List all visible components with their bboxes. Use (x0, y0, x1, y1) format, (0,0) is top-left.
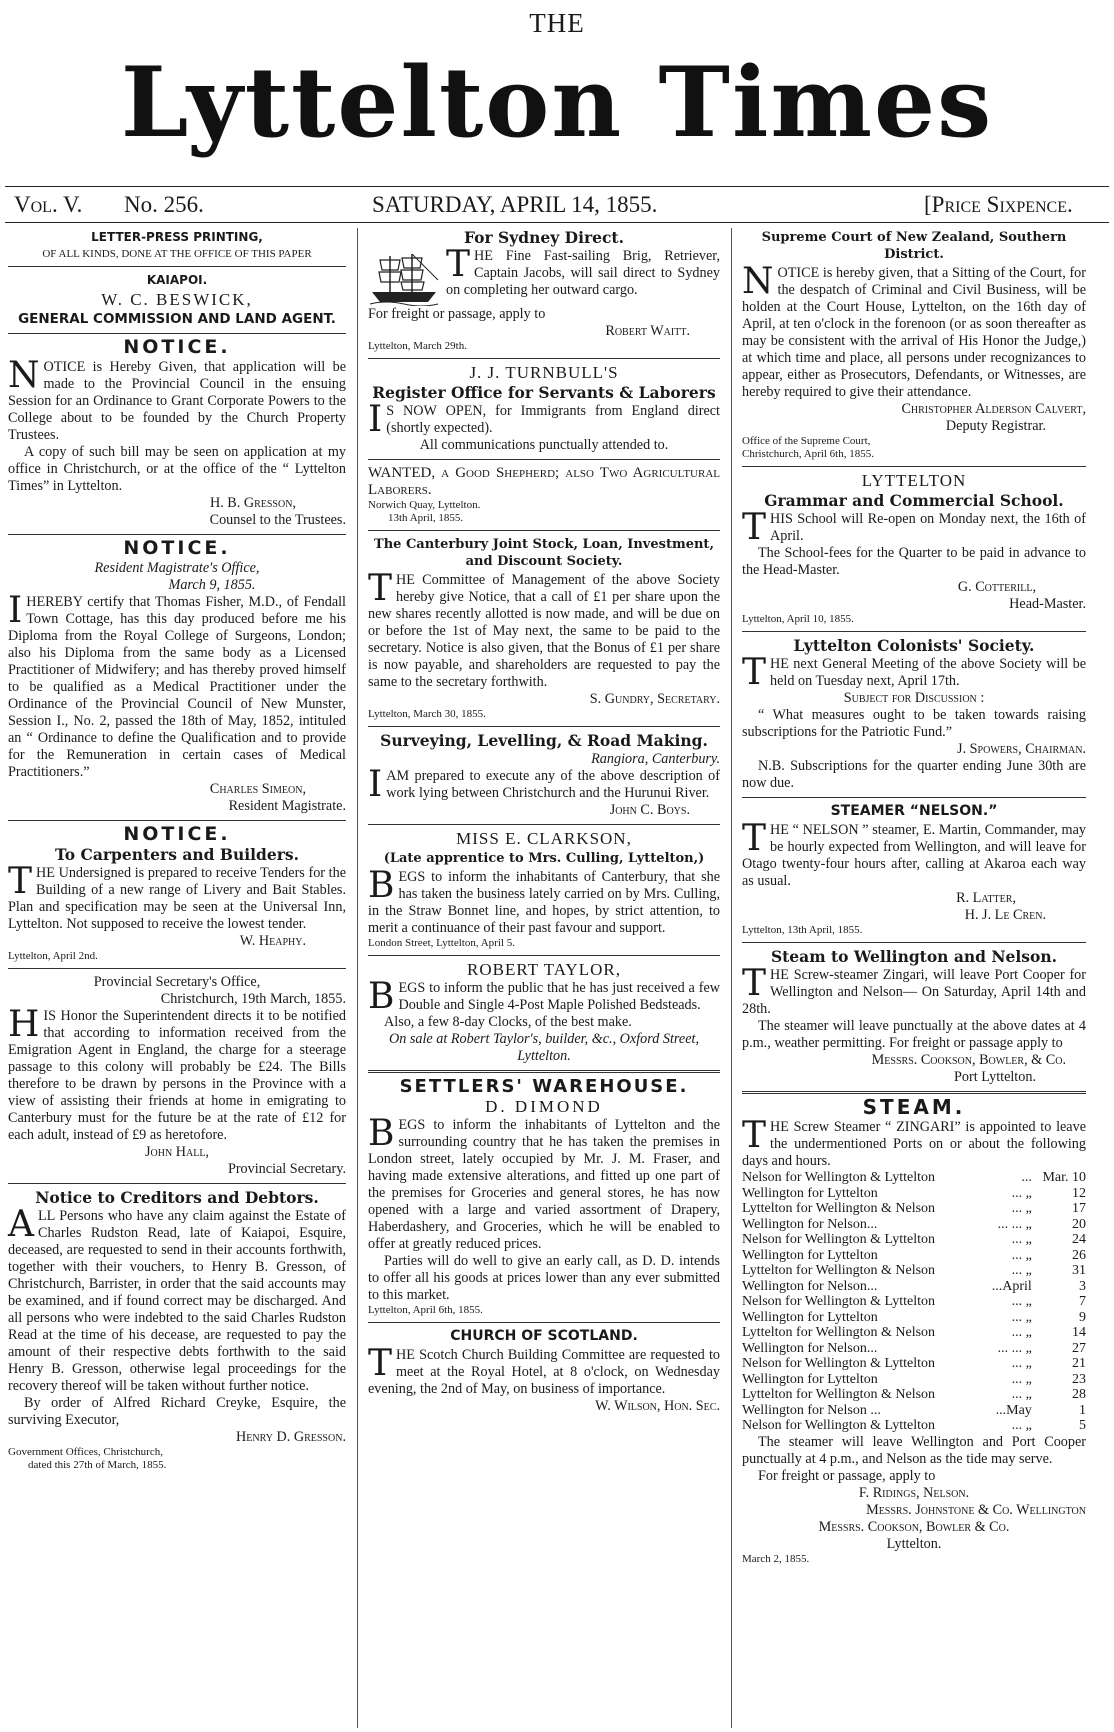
ad-signature: R. Latter, (956, 890, 1016, 906)
ad-signature: John Hall, (145, 1144, 209, 1160)
ad-body: OTICE is Hereby Given, that application will be made to the Provincial Council in the ensuing Session for an Ordinance to Grant Corporate Powers to the College about to be founded by the Church Property Trustees. (8, 359, 346, 443)
schedule-leader: ... „ (1011, 1247, 1032, 1263)
schedule-row (742, 1310, 1086, 1326)
ad-body: For freight or passage, apply to (368, 306, 546, 322)
ad-heading: For Sydney Direct. (464, 228, 624, 247)
ad-signature-title: Resident Magistrate. (228, 798, 346, 814)
ad-heading: Lyttelton Colonists' Society. (793, 636, 1035, 655)
drop-cap: T (742, 652, 767, 693)
schedule-row (742, 1248, 1086, 1264)
ad-heading: MISS E. CLARKSON, (456, 829, 632, 848)
separator (8, 333, 346, 334)
ad-sydney (368, 229, 720, 353)
ad-body: HE Scotch Church Building Committee are requested to meet at the Royal Hotel, at 8 o'clock, on Wednesday evening, the 2nd of May, on business of importance. (368, 1347, 720, 1397)
drop-cap: N (8, 355, 40, 396)
ad-heading: GENERAL COMMISSION AND LAND AGENT. (18, 311, 336, 327)
schedule-row (742, 1201, 1086, 1217)
schedule-date: 20 (1072, 1216, 1086, 1232)
drop-cap: N (742, 261, 774, 302)
masthead-title: Lyttelton Times (120, 46, 994, 159)
ad-body: EGS to inform the public that he has just received a few Double and Single 4-Post Maple Polished Bedsteads. (398, 980, 720, 1013)
schedule-leader: ... (1021, 1170, 1032, 1185)
ad-body: HIS School will Re-open on Monday next, the 16th of April. (770, 511, 1086, 544)
ad-body: EGS to inform the inhabitants of Canterbury, that she has taken the business lately carried on by Mrs. Culling, in the Straw Bonnet line, and hopes, by strict attention, to merit a continuance of their past favour and support. (368, 869, 720, 936)
schedule-route: Lyttelton for Wellington & Nelson (742, 1387, 936, 1402)
schedule-leader: ... „ (1011, 1325, 1032, 1340)
issue-number: No. 256. (124, 192, 204, 217)
separator (368, 459, 720, 460)
ad-notice-carpenters (8, 823, 346, 963)
ad-heading: J. J. TURNBULL'S (469, 363, 619, 382)
ad-body: The steamer will leave Wellington and Port Cooper punctually at 4 p.m., and Nelson as the tide may serve. (742, 1433, 1086, 1467)
schedule-date: 1 (1079, 1402, 1086, 1418)
ad-steam-wellington-nelson (742, 948, 1086, 1086)
ad-date: Christchurch, 19th March, 1855. (160, 991, 346, 1007)
ad-subheading: To Carpenters and Builders. (55, 845, 299, 864)
ad-signature: S. Gundry, Secretary. (589, 691, 720, 707)
drop-cap: I (368, 399, 383, 440)
schedule-row (742, 1294, 1086, 1310)
drop-cap: T (742, 963, 767, 1004)
ad-signature: John C. Boys. (609, 802, 690, 818)
ad-colonists-society (742, 637, 1086, 792)
separator (368, 824, 720, 825)
ad-body: OTICE is hereby given, that a Sitting of the Court, for the despatch of Criminal and Civil Business, will be holden at the Court House, Lyttelton, on the 16th day of April, at ten o'clock in the forenoon (or as soon thereafter as may be consistent with the arrival of His Honor the Judge,) at which time and place, all persons under recognizances to appear, either as Prosecutors, Defendants, or Witnesses, are hereby required to give their attendance. (742, 265, 1086, 400)
ad-body: HE Screw-steamer Zingari, will leave Port Cooper for Wellington and Nelson— On Saturday, April 14th and 28th. (742, 967, 1086, 1017)
drop-cap: T (368, 568, 393, 609)
ad-body: On sale at Robert Taylor's, builder, &c., Oxford Street, Lyttelton. (388, 1031, 699, 1064)
schedule-date: 31 (1072, 1263, 1086, 1278)
drop-cap: T (742, 818, 767, 859)
ad-notice-fisher (8, 537, 346, 815)
ad-heading: LETTER-PRESS PRINTING, (91, 230, 263, 244)
ad-subject: Subject for Discussion : (843, 690, 985, 706)
ad-letterpress (8, 229, 346, 261)
ad-office: Resident Magistrate's Office, (94, 560, 260, 576)
schedule-row (742, 1387, 1086, 1403)
separator (368, 1070, 720, 1073)
ad-body: HE next General Meeting of the above Society will be held on Tuesday next, April 17th. (770, 656, 1086, 689)
schedule-table (742, 1170, 1086, 1434)
schedule-route: Wellington for Nelson... (742, 1278, 878, 1294)
column-rule-2 (731, 228, 732, 1728)
schedule-row (742, 1403, 1086, 1419)
ad-signature: Robert Waitt. (605, 323, 690, 339)
schedule-route: Wellington for Lyttelton (742, 1185, 878, 1201)
drop-cap: A (8, 1204, 34, 1245)
ad-heading: STEAMER “NELSON.” (830, 803, 998, 819)
ad-subheading: OF ALL KINDS, DONE AT THE OFFICE OF THIS PAPER (42, 248, 312, 260)
schedule-date: 17 (1072, 1201, 1086, 1216)
schedule-leader: ... „ (1011, 1356, 1032, 1371)
ad-place: Rangiora, Canterbury. (591, 751, 720, 767)
ad-creditors (8, 1189, 346, 1472)
ad-supreme-court (742, 229, 1086, 461)
column-2 (368, 226, 720, 1419)
schedule-date: 14 (1072, 1325, 1086, 1340)
ad-date: Lyttelton, March 29th. (368, 340, 467, 352)
ad-beswick (8, 272, 346, 328)
schedule-leader: ... „ (1011, 1387, 1032, 1402)
ad-heading: CHURCH OF SCOTLAND. (450, 1328, 638, 1344)
ad-body: A copy of such bill may be seen on application at my office in Christchurch, or at the office of the “ Lyttelton Times” in Lyttelton. (8, 444, 346, 494)
schedule-date: 27 (1072, 1340, 1086, 1356)
ad-signature: H. B. Gresson, (209, 495, 296, 511)
ad-body: HE Undersigned is prepared to receive Tenders for the Building of a new range of Livery and Bait Stables. Plan and specification may be seen at the Universal Inn, Lyttelton. Not supposed to receive the lowest tender. (8, 865, 346, 932)
ad-steam-zingari (742, 1095, 1086, 1566)
ad-heading: STEAM. (862, 1095, 966, 1119)
ship-icon (368, 250, 440, 306)
schedule-row (742, 1372, 1086, 1388)
masthead-rule-bottom (5, 222, 1109, 223)
ad-footer: dated this 27th of March, 1855. (28, 1459, 167, 1471)
ad-notice-ordinance (8, 336, 346, 529)
separator (742, 631, 1086, 632)
ad-footer: London Street, Lyttelton, April 5. (368, 937, 515, 949)
ad-surveying (368, 732, 720, 819)
ad-body: HE Committee of Management of the above Society hereby give Notice, that a call of £1 per share upon the new shares recently allotted is now made, and will be due on or before the 1st of May next, the same to be paid to the secretary. Notice is also given, that the Bonus of £1 per share is now payable, and shareholders are requested to pay the same to the secretary forthwith. (368, 572, 720, 690)
schedule-leader: ... „ (1011, 1371, 1032, 1387)
schedule-date: 23 (1072, 1371, 1086, 1387)
separator (368, 726, 720, 727)
schedule-date: 7 (1079, 1294, 1086, 1309)
ad-body: Also, a few 8-day Clocks, of the best make. (384, 1014, 632, 1030)
schedule-row (742, 1341, 1086, 1357)
separator (742, 1091, 1086, 1094)
ad-agent: Messrs. Cookson, Bowler & Co. (818, 1518, 1010, 1535)
ad-body: LL Persons who have any claim against the Estate of Charles Rudston Read, late of Kaiapoi, Esquire, deceased, are requested to send in their accounts forthwith, together with their vouchers, to Henry B. Gresson, of Christchurch, Barrister, in order that the said accounts may be examined, and if found correct may be discharged. And all persons who were indebted to the said Charles Rudston Read at the time of his decease, are requested to pay the amount of their respective debts forthwith to the said Henry B. Gresson, otherwise legal proceedings for the recovery thereof will be taken without further notice. (8, 1208, 346, 1394)
ad-place: KAIAPOI. (146, 273, 208, 287)
ad-clarkson (368, 830, 720, 950)
ad-footer: 13th April, 1855. (388, 512, 464, 524)
schedule-route: Wellington for Lyttelton (742, 1309, 878, 1325)
schedule-route: Lyttelton for Wellington & Nelson (742, 1201, 936, 1216)
ad-body: The steamer will leave punctually at the above dates at 4 p.m., weather permitting. For freight or passage apply to (742, 1018, 1086, 1051)
ad-signature: J. Spowers, Chairman. (957, 741, 1086, 757)
ad-signature: Port Lyttelton. (954, 1069, 1036, 1085)
schedule-row (742, 1356, 1086, 1372)
ad-subheading: (Late apprentice to Mrs. Culling, Lyttelton,) (383, 851, 705, 866)
ad-turnbull (368, 364, 720, 525)
ad-date: Lyttelton, April 2nd. (8, 950, 98, 962)
schedule-date: 3 (1079, 1278, 1086, 1294)
ad-body: The School-fees for the Quarter to be paid in advance to the Head-Master. (742, 545, 1086, 578)
schedule-date: 12 (1072, 1185, 1086, 1201)
ad-signature: H. J. Le Cren. (964, 907, 1046, 923)
schedule-date: 5 (1079, 1418, 1086, 1433)
schedule-route: Nelson for Wellington & Lyttelton (742, 1170, 936, 1185)
schedule-route: Lyttelton for Wellington & Nelson (742, 1325, 936, 1340)
drop-cap: H (8, 1004, 40, 1045)
ad-office: Provincial Secretary's Office, (93, 974, 261, 990)
volume: Vol. V. (14, 192, 83, 217)
ad-signature: Messrs. Cookson, Bowler, & Co. (871, 1052, 1066, 1068)
issue-date: SATURDAY, APRIL 14, 1855. (372, 192, 658, 217)
ad-provincial-secretary (8, 974, 346, 1178)
ad-subheading: Grammar and Commercial School. (764, 491, 1064, 510)
schedule-leader: ... „ (1011, 1201, 1032, 1216)
drop-cap: T (742, 1115, 767, 1156)
ad-body: S NOW OPEN, for Immigrants from England direct (shortly expected). (386, 403, 720, 436)
schedule-leader: ... „ (1011, 1418, 1032, 1433)
ad-wanted: WANTED, a Good Shepherd; also Two Agricultural Laborers. (368, 465, 720, 498)
masthead-rule-top (5, 186, 1109, 187)
separator (8, 820, 346, 821)
drop-cap: T (446, 244, 471, 285)
dateline (0, 192, 1114, 222)
ad-body: IS Honor the Superintendent directs it to be notified that according to information received from the Emigration Agent in England, the charge for a steerage passage to this colony will probably be £24. The Bills therefore to be drawn by persons in the Province with a view of assisting their friends at home in emigrating to Canterbury must for the future be at the rate of £12 for each adult, instead of £9 as heretofore. (8, 1008, 346, 1143)
schedule-row (742, 1325, 1086, 1341)
separator (8, 1183, 346, 1184)
ad-date: Lyttelton, April 10, 1855. (742, 613, 854, 625)
schedule-row (742, 1418, 1086, 1434)
ad-signature: W. Wilson, Hon. Sec. (595, 1398, 720, 1414)
ad-settlers-warehouse (368, 1078, 720, 1317)
ad-body: HE Screw Steamer “ ZINGARI” is appointed to leave the undermentioned Ports on or about the following days and hours. (742, 1119, 1086, 1169)
schedule-route: Nelson for Wellington & Lyttelton (742, 1356, 936, 1371)
column-3 (742, 226, 1086, 1570)
ad-footer: Norwich Quay, Lyttelton. (368, 499, 481, 511)
separator (8, 534, 346, 535)
schedule-route: Wellington for Nelson... (742, 1216, 878, 1232)
ad-heading: Steam to Wellington and Nelson. (770, 947, 1058, 966)
schedule-route: Wellington for Lyttelton (742, 1247, 878, 1263)
ad-date: Lyttelton, March 30, 1855. (368, 708, 486, 720)
drop-cap: B (368, 1113, 395, 1154)
ad-footer: Office of the Supreme Court, (742, 435, 871, 447)
drop-cap: B (368, 865, 395, 906)
schedule-date: 24 (1072, 1232, 1086, 1247)
ad-signature-title: Provincial Secretary. (227, 1161, 346, 1177)
ad-heading: NOTICE. (123, 336, 231, 358)
ad-body: “ What measures ought to be taken towards raising subscriptions for the Patriotic Fund.” (742, 707, 1086, 740)
ad-signature: Henry D. Gresson. (236, 1429, 346, 1445)
ad-date: Lyttelton, 13th April, 1855. (742, 924, 863, 936)
schedule-leader: ... „ (1011, 1232, 1032, 1247)
drop-cap: I (368, 764, 383, 805)
ad-signature: Charles Simeon, (209, 781, 306, 797)
ad-heading: SETTLERS' WAREHOUSE. (399, 1076, 689, 1097)
schedule-date: Mar. 10 (1042, 1170, 1086, 1185)
schedule-route: Nelson for Wellington & Lyttelton (742, 1294, 936, 1309)
separator (8, 968, 346, 969)
schedule-date: 21 (1072, 1356, 1086, 1371)
schedule-leader: ... ... „ (997, 1216, 1032, 1232)
ad-date: March 9, 1855. (168, 577, 256, 593)
separator (368, 1322, 720, 1323)
price: [Price Sixpence. (924, 192, 1073, 217)
schedule-row (742, 1217, 1086, 1233)
drop-cap: I (8, 590, 23, 631)
ad-body: EGS to inform the inhabitants of Lyttelton and the surrounding country that he has taken the premises in London street, lately occupied by Mr. J. M. Fraser, and having made extensive alterations, and fitted up one part of the premises for Groceries and general stores, he has now opened with a large and varied assortment of Drapery, Haberdashery, and Groceries, which he will be enabled to offer at greatly reduced prices. (368, 1117, 720, 1252)
ad-signature: W. Heaphy. (239, 933, 306, 949)
ad-body: HE “ NELSON ” steamer, E. Martin, Commander, may be hourly expected from Wellington, and will leave for Otago twenty-four hours after, calling at Akaroa each way as usual. (742, 822, 1086, 889)
drop-cap: T (742, 507, 767, 548)
schedule-leader: ... „ (1011, 1185, 1032, 1201)
schedule-row (742, 1186, 1086, 1202)
ad-body: HEREBY certify that Thomas Fisher, M.D., of Fendall Town Cottage, has this day produced before me his Diploma from the Royal College of Surgeons, London; also his Diploma from the same body as a Licensed Practitioner of Midwifery; and has thereby proved himself to be qualified as a Medical Practitioner under the Ordinance of the Provincial Council of New Munster, Session I., No. 2, passed the 18th of May, 1852, intituled an “ Ordinance to define the Qualification and to provide for the Remuneration in certain cases of Medical Practitioners.” (8, 594, 346, 780)
ad-body: All communications punctually attended to. (419, 437, 669, 453)
ad-footer: Government Offices, Christchurch, (8, 1446, 163, 1458)
ad-heading: NOTICE. (123, 537, 231, 559)
schedule-date: 9 (1079, 1309, 1086, 1325)
schedule-row (742, 1232, 1086, 1248)
ad-signature: G. Cotterill, (957, 579, 1036, 595)
schedule-date: 28 (1072, 1387, 1086, 1402)
column-1 (8, 226, 346, 1476)
ad-date: March 2, 1855. (742, 1552, 810, 1565)
ad-heading: LYTTELTON (861, 471, 967, 490)
ad-name: D. DIMOND (485, 1097, 603, 1116)
ad-heading: Notice to Creditors and Debtors. (35, 1188, 319, 1207)
ad-grammar-school (742, 472, 1086, 626)
schedule-route: Nelson for Wellington & Lyttelton (742, 1418, 936, 1433)
schedule-leader: ... „ (1011, 1294, 1032, 1309)
masthead-the: THE (529, 8, 585, 38)
ad-taylor (368, 961, 720, 1065)
ad-footer: Christchurch, April 6th, 1855. (742, 448, 874, 460)
ad-body: For freight or passage, apply to (758, 1467, 936, 1484)
ad-signature-title: Head-Master. (1009, 596, 1086, 612)
schedule-route: Nelson for Wellington & Lyttelton (742, 1232, 936, 1247)
ad-agent: F. Ridings, Nelson. (858, 1484, 970, 1501)
ad-heading: NOTICE. (123, 823, 231, 845)
schedule-leader: ... ... „ (997, 1340, 1032, 1356)
ad-agent: Messrs. Johnstone & Co. Wellington (866, 1501, 1086, 1518)
drop-cap: T (368, 1343, 393, 1384)
ad-body: Parties will do well to give an early call, as D. D. intends to offer all his goods at prices lower than any ever submitted to this market. (368, 1253, 720, 1303)
column-rule-1 (357, 228, 358, 1728)
schedule-route: Wellington for Nelson ... (742, 1402, 881, 1418)
ad-signature: Christopher Alderson Calvert, (901, 401, 1086, 417)
separator (742, 466, 1086, 467)
separator (8, 266, 346, 267)
schedule-route: Wellington for Lyttelton (742, 1371, 878, 1387)
ad-agent: Lyttelton. (886, 1535, 942, 1552)
ad-heading: The Canterbury Joint Stock, Loan, Investment, and Discount Society. (374, 537, 714, 569)
ad-heading: Supreme Court of New Zealand, Southern District. (761, 230, 1067, 262)
schedule-leader: ... „ (1011, 1263, 1032, 1278)
separator (742, 797, 1086, 798)
schedule-route: Lyttelton for Wellington & Nelson (742, 1263, 936, 1278)
drop-cap: T (8, 861, 33, 902)
drop-cap: B (368, 976, 395, 1017)
schedule-row (742, 1170, 1086, 1186)
ad-canterbury-society (368, 536, 720, 721)
schedule-row (742, 1279, 1086, 1295)
separator (368, 358, 720, 359)
ad-steamer-nelson (742, 803, 1086, 937)
schedule-date: 26 (1072, 1247, 1086, 1263)
schedule-route: Wellington for Nelson... (742, 1340, 878, 1356)
ad-body: N.B. Subscriptions for the quarter ending June 30th are now due. (742, 758, 1086, 791)
ad-name: W. C. BESWICK, (101, 290, 253, 309)
ad-date: Lyttelton, April 6th, 1855. (368, 1304, 483, 1316)
separator (742, 942, 1086, 943)
schedule-leader: ... „ (1011, 1309, 1032, 1325)
ad-heading: ROBERT TAYLOR, (467, 960, 621, 979)
ad-signature-title: Counsel to the Trustees. (209, 512, 346, 528)
ad-signature-title: Deputy Registrar. (945, 418, 1046, 434)
schedule-leader: ...April (991, 1278, 1032, 1294)
ad-subheading: Register Office for Servants & Laborers (372, 383, 716, 402)
ad-heading: Surveying, Levelling, & Road Making. (380, 731, 708, 750)
schedule-leader: ...May (995, 1402, 1032, 1418)
schedule-row (742, 1263, 1086, 1279)
ad-body: HE Fine Fast-sailing Brig, Retriever, Captain Jacobs, will sail direct to Sydney on completing her outward cargo. (446, 248, 720, 298)
separator (368, 530, 720, 531)
ad-church-of-scotland (368, 1328, 720, 1415)
ad-body: By order of Alfred Richard Creyke, Esquire, the surviving Executor, (8, 1395, 346, 1428)
separator (368, 955, 720, 956)
ad-body: AM prepared to execute any of the above description of work lying between Christchurch and the Hurunui River. (386, 768, 720, 801)
